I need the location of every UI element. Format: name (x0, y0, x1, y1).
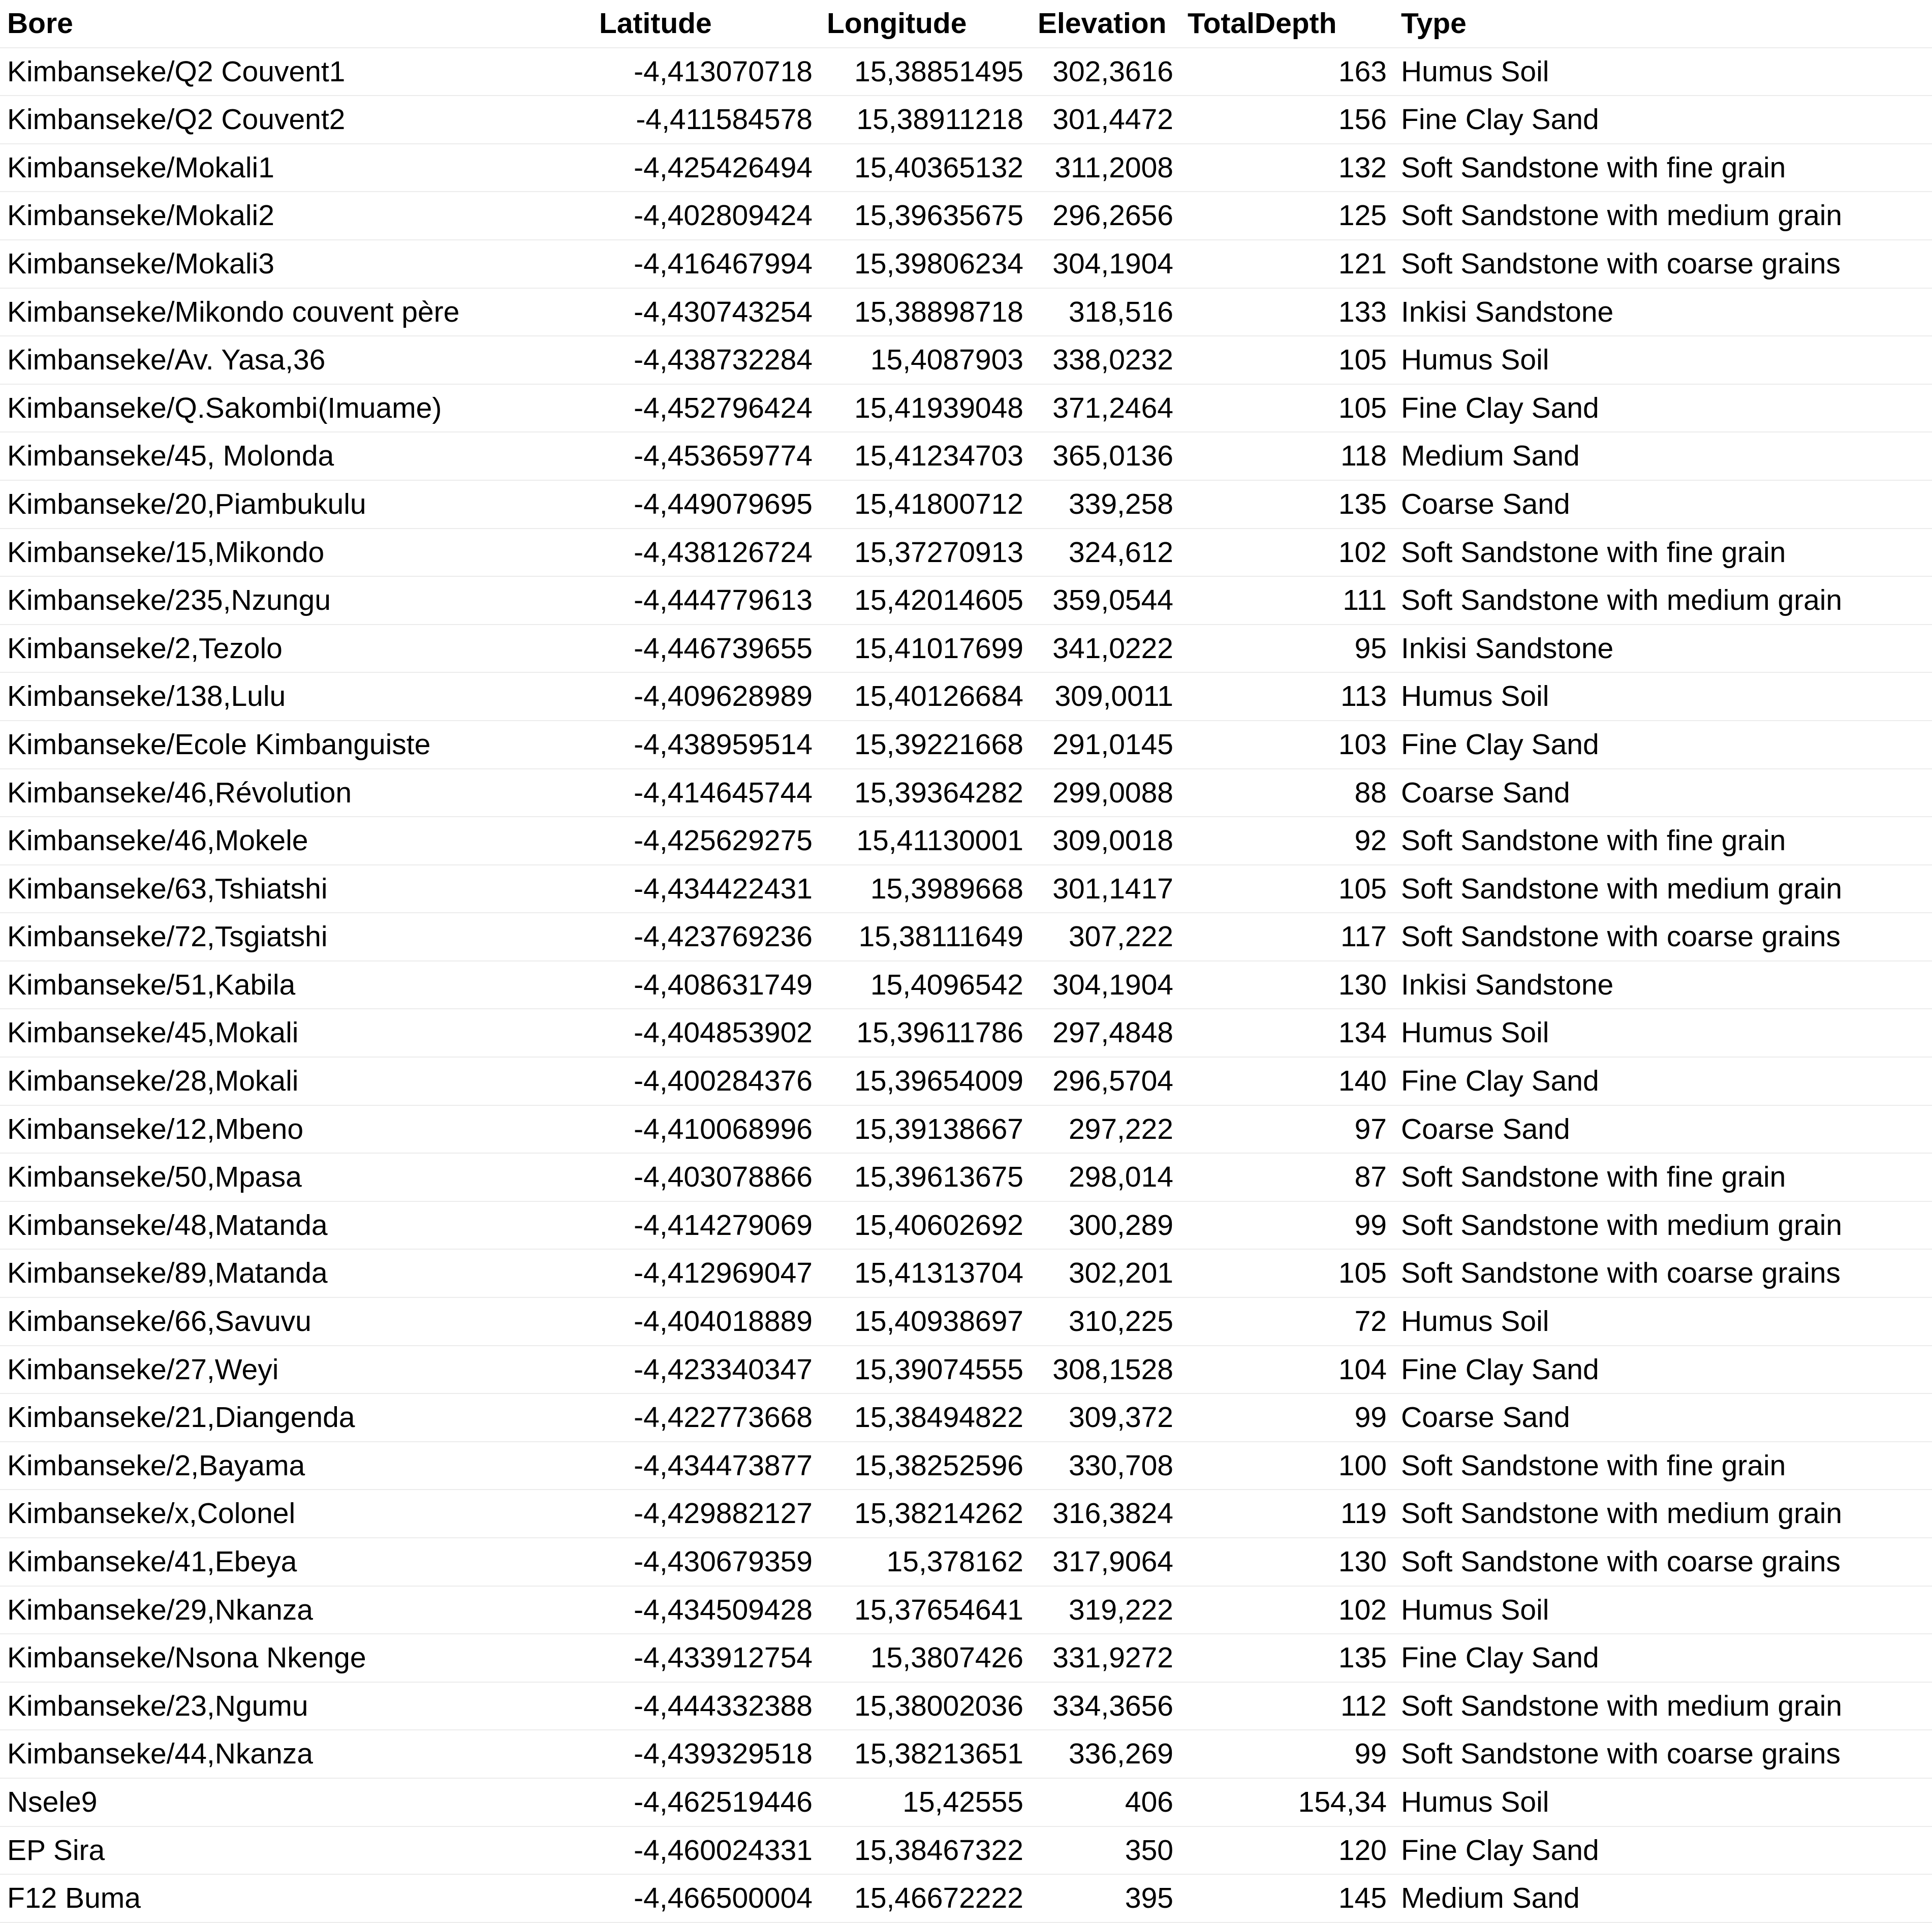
cell-totaldepth[interactable]: 99 (1180, 1201, 1394, 1250)
table-row (0, 1634, 1932, 1682)
cell-totaldepth[interactable]: 99 (1180, 1730, 1394, 1778)
cell-latitude[interactable]: -4,460024331 (592, 1826, 820, 1875)
cell-latitude[interactable]: -4,425426494 (592, 144, 820, 192)
cell-bore[interactable]: Kimbanseke/Mokali2 (0, 192, 592, 240)
cell-elevation[interactable]: 395 (1031, 1874, 1180, 1922)
cell-totaldepth[interactable]: 154,34 (1180, 1778, 1394, 1826)
cell-latitude[interactable]: -4,434473877 (592, 1442, 820, 1490)
cell-totaldepth[interactable]: 140 (1180, 1057, 1394, 1105)
cell-bore[interactable]: Kimbanseke/23,Ngumu (0, 1682, 592, 1730)
table-row (0, 432, 1932, 480)
cell-elevation[interactable]: 301,1417 (1031, 865, 1180, 913)
cell-latitude[interactable]: -4,434422431 (592, 865, 820, 913)
cell-longitude[interactable]: 15,40938697 (820, 1297, 1031, 1346)
cell-latitude[interactable]: -4,412969047 (592, 1249, 820, 1297)
cell-type[interactable]: Medium Sand (1394, 1874, 1932, 1922)
table-row (0, 1249, 1932, 1297)
cell-totaldepth[interactable]: 105 (1180, 865, 1394, 913)
column-header-elevation[interactable]: Elevation (1031, 0, 1180, 48)
cell-type[interactable]: Coarse Sand (1394, 1105, 1932, 1154)
cell-type[interactable]: Soft Sandstone with coarse grains (1394, 913, 1932, 961)
cell-latitude[interactable]: -4,416467994 (592, 240, 820, 288)
table-row (0, 1778, 1932, 1826)
cell-totaldepth[interactable]: 130 (1180, 1538, 1394, 1586)
cell-elevation[interactable]: 319,222 (1031, 1586, 1180, 1634)
cell-bore[interactable]: Kimbanseke/2,Bayama (0, 1442, 592, 1490)
cell-totaldepth[interactable]: 99 (1180, 1393, 1394, 1442)
cell-latitude[interactable]: -4,422773668 (592, 1393, 820, 1442)
cell-elevation[interactable]: 311,2008 (1031, 144, 1180, 192)
cell-longitude[interactable]: 15,378162 (820, 1538, 1031, 1586)
cell-bore[interactable]: Kimbanseke/2,Tezolo (0, 625, 592, 673)
table-row (0, 672, 1932, 721)
cell-type[interactable]: Fine Clay Sand (1394, 1057, 1932, 1105)
cell-type[interactable]: Soft Sandstone with medium grain (1394, 192, 1932, 240)
cell-latitude[interactable]: -4,400284376 (592, 1057, 820, 1105)
cell-bore[interactable]: Kimbanseke/48,Matanda (0, 1201, 592, 1250)
table-row (0, 1153, 1932, 1201)
cell-latitude[interactable]: -4,414279069 (592, 1201, 820, 1250)
cell-latitude[interactable]: -4,462519446 (592, 1778, 820, 1826)
cell-elevation[interactable]: 307,222 (1031, 913, 1180, 961)
cell-latitude[interactable]: -4,410068996 (592, 1105, 820, 1154)
table-row (0, 1490, 1932, 1538)
cell-longitude[interactable]: 15,39654009 (820, 1057, 1031, 1105)
table-row (0, 1009, 1932, 1057)
cell-totaldepth[interactable]: 163 (1180, 48, 1394, 96)
cell-longitude[interactable]: 15,42555 (820, 1778, 1031, 1826)
cell-bore[interactable]: Kimbanseke/45,Mokali (0, 1009, 592, 1057)
cell-latitude[interactable]: -4,429882127 (592, 1490, 820, 1538)
cell-type[interactable]: Inkisi Sandstone (1394, 625, 1932, 673)
table-row (0, 1393, 1932, 1442)
cell-elevation[interactable]: 365,0136 (1031, 432, 1180, 480)
cell-bore[interactable]: Kimbanseke/x,Colonel (0, 1490, 592, 1538)
cell-bore[interactable]: Kimbanseke/Av. Yasa,36 (0, 336, 592, 384)
cell-totaldepth[interactable]: 87 (1180, 1153, 1394, 1201)
cell-longitude[interactable]: 15,4096542 (820, 961, 1031, 1009)
cell-bore[interactable]: Kimbanseke/12,Mbeno (0, 1105, 592, 1154)
table-row (0, 625, 1932, 673)
cell-type[interactable]: Soft Sandstone with fine grain (1394, 817, 1932, 865)
cell-bore[interactable]: Kimbanseke/Nsona Nkenge (0, 1634, 592, 1682)
cell-elevation[interactable]: 339,258 (1031, 480, 1180, 529)
cell-type[interactable]: Soft Sandstone with fine grain (1394, 1442, 1932, 1490)
cell-longitude[interactable]: 15,4087903 (820, 336, 1031, 384)
cell-type[interactable]: Medium Sand (1394, 432, 1932, 480)
cell-longitude[interactable]: 15,38494822 (820, 1393, 1031, 1442)
cell-totaldepth[interactable]: 72 (1180, 1297, 1394, 1346)
cell-bore[interactable]: Kimbanseke/89,Matanda (0, 1249, 592, 1297)
cell-bore[interactable]: Kimbanseke/Q2 Couvent1 (0, 48, 592, 96)
cell-longitude[interactable]: 15,39221668 (820, 721, 1031, 769)
table-row (0, 240, 1932, 288)
cell-latitude[interactable]: -4,411584578 (592, 96, 820, 144)
cell-type[interactable]: Soft Sandstone with medium grain (1394, 1682, 1932, 1730)
cell-longitude[interactable]: 15,42014605 (820, 576, 1031, 625)
cell-elevation[interactable]: 317,9064 (1031, 1538, 1180, 1586)
cell-totaldepth[interactable]: 102 (1180, 529, 1394, 577)
cell-type[interactable]: Coarse Sand (1394, 769, 1932, 817)
table-row (0, 1730, 1932, 1778)
table-row (0, 288, 1932, 336)
cell-latitude[interactable]: -4,430679359 (592, 1538, 820, 1586)
cell-bore[interactable]: Nsele9 (0, 1778, 592, 1826)
cell-latitude[interactable]: -4,403078866 (592, 1153, 820, 1201)
cell-longitude[interactable]: 15,39074555 (820, 1346, 1031, 1394)
cell-latitude[interactable]: -4,414645744 (592, 769, 820, 817)
cell-longitude[interactable]: 15,37654641 (820, 1586, 1031, 1634)
cell-latitude[interactable]: -4,404853902 (592, 1009, 820, 1057)
cell-bore[interactable]: Kimbanseke/Mokali1 (0, 144, 592, 192)
cell-totaldepth[interactable]: 105 (1180, 1249, 1394, 1297)
cell-totaldepth[interactable]: 133 (1180, 288, 1394, 336)
table-row (0, 336, 1932, 384)
cell-type[interactable]: Soft Sandstone with fine grain (1394, 1153, 1932, 1201)
cell-longitude[interactable]: 15,37270913 (820, 529, 1031, 577)
cell-elevation[interactable]: 299,0088 (1031, 769, 1180, 817)
cell-bore[interactable]: EP Sira (0, 1826, 592, 1875)
cell-longitude[interactable]: 15,39364282 (820, 769, 1031, 817)
cell-bore[interactable]: Kimbanseke/46,Révolution (0, 769, 592, 817)
cell-elevation[interactable]: 309,0011 (1031, 672, 1180, 721)
cell-bore[interactable]: Kimbanseke/138,Lulu (0, 672, 592, 721)
cell-longitude[interactable]: 15,41800712 (820, 480, 1031, 529)
table-row (0, 1874, 1932, 1922)
cell-type[interactable]: Soft Sandstone with coarse grains (1394, 1730, 1932, 1778)
cell-totaldepth[interactable]: 105 (1180, 336, 1394, 384)
cell-elevation[interactable]: 300,289 (1031, 1201, 1180, 1250)
cell-type[interactable]: Soft Sandstone with fine grain (1394, 144, 1932, 192)
column-header-totaldepth[interactable]: TotalDepth (1180, 0, 1394, 48)
cell-longitude[interactable]: 15,39635675 (820, 192, 1031, 240)
cell-type[interactable]: Fine Clay Sand (1394, 384, 1932, 432)
cell-longitude[interactable]: 15,41017699 (820, 625, 1031, 673)
cell-bore[interactable]: Kimbanseke/20,Piambukulu (0, 480, 592, 529)
cell-latitude[interactable]: -4,409628989 (592, 672, 820, 721)
cell-type[interactable]: Fine Clay Sand (1394, 96, 1932, 144)
table-row (0, 1586, 1932, 1634)
cell-longitude[interactable]: 15,40365132 (820, 144, 1031, 192)
cell-longitude[interactable]: 15,3807426 (820, 1634, 1031, 1682)
cell-bore[interactable]: Kimbanseke/72,Tsgiatshi (0, 913, 592, 961)
cell-bore[interactable]: Kimbanseke/235,Nzungu (0, 576, 592, 625)
cell-latitude[interactable]: -4,434509428 (592, 1586, 820, 1634)
table-row (0, 529, 1932, 577)
cell-totaldepth[interactable]: 130 (1180, 961, 1394, 1009)
table-row (0, 1826, 1932, 1875)
cell-totaldepth[interactable]: 156 (1180, 96, 1394, 144)
cell-longitude[interactable]: 15,41130001 (820, 817, 1031, 865)
cell-longitude[interactable]: 15,38898718 (820, 288, 1031, 336)
cell-type[interactable]: Soft Sandstone with coarse grains (1394, 1249, 1932, 1297)
cell-totaldepth[interactable]: 112 (1180, 1682, 1394, 1730)
cell-type[interactable]: Soft Sandstone with medium grain (1394, 576, 1932, 625)
cell-type[interactable]: Coarse Sand (1394, 1393, 1932, 1442)
cell-longitude[interactable]: 15,39138667 (820, 1105, 1031, 1154)
cell-bore[interactable]: Kimbanseke/Q.Sakombi(Imuame) (0, 384, 592, 432)
cell-bore[interactable]: Kimbanseke/28,Mokali (0, 1057, 592, 1105)
cell-elevation[interactable]: 330,708 (1031, 1442, 1180, 1490)
cell-totaldepth[interactable]: 92 (1180, 817, 1394, 865)
cell-type[interactable]: Soft Sandstone with medium grain (1394, 1490, 1932, 1538)
table-row (0, 961, 1932, 1009)
cell-longitude[interactable]: 15,38002036 (820, 1682, 1031, 1730)
cell-longitude[interactable]: 15,39611786 (820, 1009, 1031, 1057)
cell-type[interactable]: Humus Soil (1394, 336, 1932, 384)
cell-totaldepth[interactable]: 118 (1180, 432, 1394, 480)
cell-type[interactable]: Humus Soil (1394, 1009, 1932, 1057)
cell-type[interactable]: Soft Sandstone with medium grain (1394, 865, 1932, 913)
cell-longitude[interactable]: 15,38467322 (820, 1826, 1031, 1875)
column-header-type[interactable]: Type (1394, 0, 1932, 48)
cell-latitude[interactable]: -4,404018889 (592, 1297, 820, 1346)
cell-latitude[interactable]: -4,423340347 (592, 1346, 820, 1394)
cell-elevation[interactable]: 296,5704 (1031, 1057, 1180, 1105)
cell-type[interactable]: Humus Soil (1394, 48, 1932, 96)
cell-totaldepth[interactable]: 113 (1180, 672, 1394, 721)
table-row (0, 913, 1932, 961)
cell-totaldepth[interactable]: 88 (1180, 769, 1394, 817)
table-row (0, 96, 1932, 144)
cell-type[interactable]: Humus Soil (1394, 672, 1932, 721)
cell-longitude[interactable]: 15,41313704 (820, 1249, 1031, 1297)
table-row (0, 721, 1932, 769)
cell-elevation[interactable]: 309,372 (1031, 1393, 1180, 1442)
cell-type[interactable]: Fine Clay Sand (1394, 1634, 1932, 1682)
table-row (0, 1346, 1932, 1394)
cell-type[interactable]: Humus Soil (1394, 1297, 1932, 1346)
cell-longitude[interactable]: 15,38851495 (820, 48, 1031, 96)
cell-elevation[interactable]: 296,2656 (1031, 192, 1180, 240)
cell-longitude[interactable]: 15,41939048 (820, 384, 1031, 432)
table-row (0, 48, 1932, 96)
cell-latitude[interactable]: -4,438732284 (592, 336, 820, 384)
table-row (0, 817, 1932, 865)
cell-latitude[interactable]: -4,438959514 (592, 721, 820, 769)
cell-elevation[interactable]: 297,222 (1031, 1105, 1180, 1154)
cell-bore[interactable]: Kimbanseke/63,Tshiatshi (0, 865, 592, 913)
cell-longitude[interactable]: 15,38214262 (820, 1490, 1031, 1538)
table-row (0, 1057, 1932, 1105)
column-header-latitude[interactable]: Latitude (592, 0, 820, 48)
cell-type[interactable]: Soft Sandstone with coarse grains (1394, 1538, 1932, 1586)
cell-longitude[interactable]: 15,38111649 (820, 913, 1031, 961)
cell-elevation[interactable]: 359,0544 (1031, 576, 1180, 625)
cell-bore[interactable]: Kimbanseke/29,Nkanza (0, 1586, 592, 1634)
cell-totaldepth[interactable]: 134 (1180, 1009, 1394, 1057)
table-header (0, 0, 1932, 48)
cell-elevation[interactable]: 338,0232 (1031, 336, 1180, 384)
cell-elevation[interactable]: 336,269 (1031, 1730, 1180, 1778)
cell-totaldepth[interactable]: 95 (1180, 625, 1394, 673)
cell-latitude[interactable]: -4,408631749 (592, 961, 820, 1009)
table-body (0, 48, 1932, 1922)
cell-latitude[interactable]: -4,453659774 (592, 432, 820, 480)
cell-bore[interactable]: Kimbanseke/46,Mokele (0, 817, 592, 865)
cell-bore[interactable]: Kimbanseke/66,Savuvu (0, 1297, 592, 1346)
cell-totaldepth[interactable]: 135 (1180, 1634, 1394, 1682)
cell-totaldepth[interactable]: 125 (1180, 192, 1394, 240)
cell-longitude[interactable]: 15,39806234 (820, 240, 1031, 288)
table-row (0, 1538, 1932, 1586)
cell-totaldepth[interactable]: 121 (1180, 240, 1394, 288)
cell-elevation[interactable]: 350 (1031, 1826, 1180, 1875)
cell-elevation[interactable]: 301,4472 (1031, 96, 1180, 144)
cell-longitude[interactable]: 15,38911218 (820, 96, 1031, 144)
cell-type[interactable]: Humus Soil (1394, 1586, 1932, 1634)
cell-bore[interactable]: Kimbanseke/44,Nkanza (0, 1730, 592, 1778)
cell-elevation[interactable]: 324,612 (1031, 529, 1180, 577)
cell-type[interactable]: Coarse Sand (1394, 480, 1932, 529)
cell-bore[interactable]: Kimbanseke/50,Mpasa (0, 1153, 592, 1201)
cell-latitude[interactable]: -4,402809424 (592, 192, 820, 240)
cell-latitude[interactable]: -4,438126724 (592, 529, 820, 577)
table-row (0, 769, 1932, 817)
header-row (0, 0, 1932, 48)
cell-type[interactable]: Fine Clay Sand (1394, 1346, 1932, 1394)
cell-elevation[interactable]: 371,2464 (1031, 384, 1180, 432)
cell-bore[interactable]: Kimbanseke/15,Mikondo (0, 529, 592, 577)
cell-latitude[interactable]: -4,423769236 (592, 913, 820, 961)
cell-bore[interactable]: Kimbanseke/41,Ebeya (0, 1538, 592, 1586)
cell-elevation[interactable]: 318,516 (1031, 288, 1180, 336)
table-row (0, 192, 1932, 240)
cell-type[interactable]: Soft Sandstone with fine grain (1394, 529, 1932, 577)
table-row (0, 1201, 1932, 1250)
column-header-bore[interactable]: Bore (0, 0, 592, 48)
cell-totaldepth[interactable]: 132 (1180, 144, 1394, 192)
cell-latitude[interactable]: -4,444779613 (592, 576, 820, 625)
cell-elevation[interactable]: 291,0145 (1031, 721, 1180, 769)
cell-totaldepth[interactable]: 120 (1180, 1826, 1394, 1875)
cell-totaldepth[interactable]: 145 (1180, 1874, 1394, 1922)
cell-longitude[interactable]: 15,41234703 (820, 432, 1031, 480)
cell-type[interactable]: Soft Sandstone with medium grain (1394, 1201, 1932, 1250)
cell-longitude[interactable]: 15,39613675 (820, 1153, 1031, 1201)
cell-type[interactable]: Inkisi Sandstone (1394, 961, 1932, 1009)
table-row (0, 1442, 1932, 1490)
cell-latitude[interactable]: -4,425629275 (592, 817, 820, 865)
cell-bore[interactable]: Kimbanseke/21,Diangenda (0, 1393, 592, 1442)
table-row (0, 576, 1932, 625)
cell-bore[interactable]: Kimbanseke/45, Molonda (0, 432, 592, 480)
cell-bore[interactable]: Kimbanseke/27,Weyi (0, 1346, 592, 1394)
table-row (0, 480, 1932, 529)
cell-totaldepth[interactable]: 111 (1180, 576, 1394, 625)
cell-totaldepth[interactable]: 97 (1180, 1105, 1394, 1154)
cell-latitude[interactable]: -4,466500004 (592, 1874, 820, 1922)
cell-bore[interactable]: F12 Buma (0, 1874, 592, 1922)
cell-totaldepth[interactable]: 135 (1180, 480, 1394, 529)
table-row (0, 865, 1932, 913)
cell-elevation[interactable]: 316,3824 (1031, 1490, 1180, 1538)
cell-elevation[interactable]: 304,1904 (1031, 240, 1180, 288)
cell-elevation[interactable]: 308,1528 (1031, 1346, 1180, 1394)
cell-latitude[interactable]: -4,413070718 (592, 48, 820, 96)
cell-longitude[interactable]: 15,38252596 (820, 1442, 1031, 1490)
cell-longitude[interactable]: 15,46672222 (820, 1874, 1031, 1922)
cell-bore[interactable]: Kimbanseke/Mikondo couvent père (0, 288, 592, 336)
table-row (0, 384, 1932, 432)
cell-type[interactable]: Fine Clay Sand (1394, 721, 1932, 769)
cell-latitude[interactable]: -4,444332388 (592, 1682, 820, 1730)
cell-elevation[interactable]: 304,1904 (1031, 961, 1180, 1009)
cell-elevation[interactable]: 406 (1031, 1778, 1180, 1826)
cell-latitude[interactable]: -4,446739655 (592, 625, 820, 673)
cell-elevation[interactable]: 334,3656 (1031, 1682, 1180, 1730)
cell-longitude[interactable]: 15,40126684 (820, 672, 1031, 721)
cell-elevation[interactable]: 331,9272 (1031, 1634, 1180, 1682)
cell-longitude[interactable]: 15,3989668 (820, 865, 1031, 913)
cell-bore[interactable]: Kimbanseke/51,Kabila (0, 961, 592, 1009)
cell-totaldepth[interactable]: 102 (1180, 1586, 1394, 1634)
cell-latitude[interactable]: -4,433912754 (592, 1634, 820, 1682)
cell-totaldepth[interactable]: 100 (1180, 1442, 1394, 1490)
table-row (0, 1105, 1932, 1154)
cell-elevation[interactable]: 309,0018 (1031, 817, 1180, 865)
cell-totaldepth[interactable]: 104 (1180, 1346, 1394, 1394)
cell-elevation[interactable]: 302,3616 (1031, 48, 1180, 96)
cell-latitude[interactable]: -4,439329518 (592, 1730, 820, 1778)
table-row (0, 1297, 1932, 1346)
cell-bore[interactable]: Kimbanseke/Mokali3 (0, 240, 592, 288)
cell-latitude[interactable]: -4,449079695 (592, 480, 820, 529)
cell-elevation[interactable]: 341,0222 (1031, 625, 1180, 673)
cell-type[interactable]: Fine Clay Sand (1394, 1826, 1932, 1875)
cell-elevation[interactable]: 297,4848 (1031, 1009, 1180, 1057)
cell-type[interactable]: Inkisi Sandstone (1394, 288, 1932, 336)
cell-elevation[interactable]: 298,014 (1031, 1153, 1180, 1201)
cell-type[interactable]: Humus Soil (1394, 1778, 1932, 1826)
cell-latitude[interactable]: -4,452796424 (592, 384, 820, 432)
cell-totaldepth[interactable]: 119 (1180, 1490, 1394, 1538)
cell-latitude[interactable]: -4,430743254 (592, 288, 820, 336)
cell-totaldepth[interactable]: 117 (1180, 913, 1394, 961)
cell-elevation[interactable]: 302,201 (1031, 1249, 1180, 1297)
cell-type[interactable]: Soft Sandstone with coarse grains (1394, 240, 1932, 288)
cell-longitude[interactable]: 15,38213651 (820, 1730, 1031, 1778)
table-row (0, 144, 1932, 192)
cell-bore[interactable]: Kimbanseke/Ecole Kimbanguiste (0, 721, 592, 769)
cell-longitude[interactable]: 15,40602692 (820, 1201, 1031, 1250)
table-row (0, 1682, 1932, 1730)
cell-totaldepth[interactable]: 105 (1180, 384, 1394, 432)
column-header-longitude[interactable]: Longitude (820, 0, 1031, 48)
cell-bore[interactable]: Kimbanseke/Q2 Couvent2 (0, 96, 592, 144)
cell-totaldepth[interactable]: 103 (1180, 721, 1394, 769)
cell-elevation[interactable]: 310,225 (1031, 1297, 1180, 1346)
